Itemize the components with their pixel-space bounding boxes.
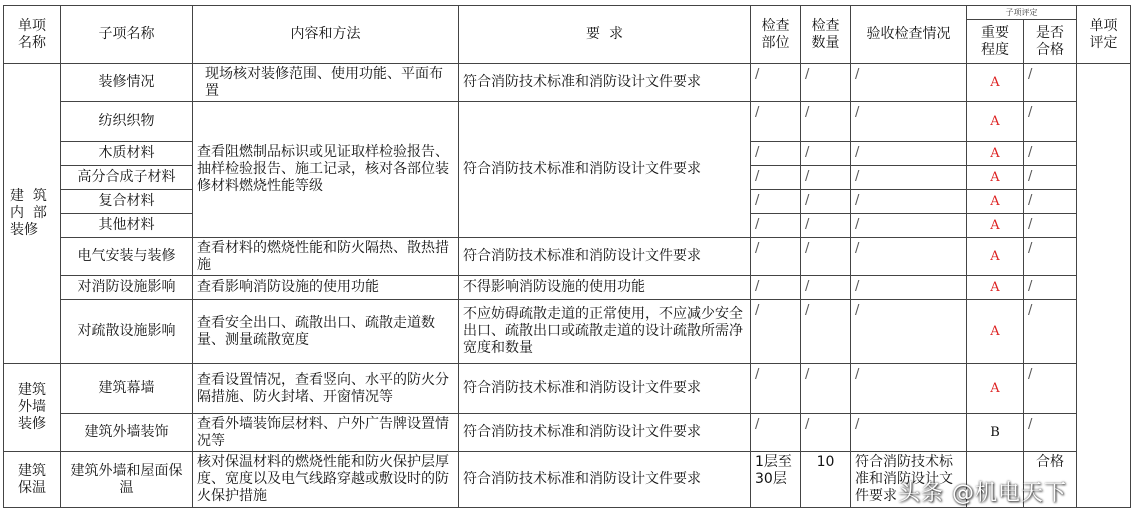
row-sub: 电气安装与装修: [61, 238, 193, 276]
row-requirement: 符合消防技术标准和消防设计文件要求: [459, 238, 751, 276]
row-qualified: 合格: [1024, 452, 1077, 508]
row-acceptance: /: [851, 190, 967, 214]
row-importance: B: [967, 414, 1024, 452]
header-sub-name: 子项名称: [61, 6, 193, 64]
row-qty: /: [801, 64, 851, 102]
row-qty: /: [801, 300, 851, 364]
row-importance: A: [967, 214, 1024, 238]
row-importance: A: [967, 166, 1024, 190]
table-row: [4, 414, 1131, 452]
row-importance: A: [967, 238, 1024, 276]
header-check-qty: 检查 数量: [801, 6, 851, 64]
acceptance-table: [3, 5, 1131, 508]
row-part: /: [751, 214, 801, 238]
watermark: 头条 @机电天下: [898, 481, 1067, 506]
row-content: 核对保温材料的燃烧性能和防火保护层厚度、宽度以及电气线路穿越或敷设时的防火保护措施: [193, 452, 459, 508]
row-part: /: [751, 276, 801, 300]
row-qty: /: [801, 142, 851, 166]
row-qualified: /: [1024, 300, 1077, 364]
row-qty: /: [801, 364, 851, 414]
row-qty: /: [801, 166, 851, 190]
row-acceptance: /: [851, 166, 967, 190]
row-qty: /: [801, 102, 851, 142]
row-part: 1层至30层: [751, 452, 801, 508]
group-exterior: 建筑 外墙 装修: [4, 364, 61, 452]
row-qualified: /: [1024, 364, 1077, 414]
row-importance: A: [967, 64, 1024, 102]
row-sub: 其他材料: [61, 214, 193, 238]
row-content: 查看外墙装饰层材料、户外广告牌设置情况等: [193, 414, 459, 452]
row-sub: 对消防设施影响: [61, 276, 193, 300]
row-requirement: 不得影响消防设施的使用功能: [459, 276, 751, 300]
row-acceptance: /: [851, 102, 967, 142]
row-content: 查看阻燃制品标识或见证取样检验报告、抽样检验报告、施工记录，核对各部位装修材料燃烧性能等级: [193, 102, 459, 238]
row-sub: 建筑外墙和屋面保温: [61, 452, 193, 508]
row-content: 查看设置情况，查看竖向、水平的防火分隔措施、防火封堵、开窗情况等: [193, 364, 459, 414]
row-qualified: /: [1024, 238, 1077, 276]
row-qty: /: [801, 276, 851, 300]
row-acceptance: /: [851, 142, 967, 166]
row-content: 查看影响消防设施的使用功能: [193, 276, 459, 300]
table-row: [4, 276, 1131, 300]
row-acceptance: 符合消防技术标准和消防设计文件要求: [851, 452, 967, 508]
row-qualified: /: [1024, 102, 1077, 142]
row-qualified: /: [1024, 214, 1077, 238]
row-content: 查看材料的燃烧性能和防火隔热、散热措施: [193, 238, 459, 276]
row-requirement: 符合消防技术标准和消防设计文件要求: [459, 102, 751, 238]
header-unit-name: 单项 名称: [4, 6, 61, 64]
table-row: [4, 64, 1131, 102]
row-qty: /: [801, 238, 851, 276]
row-acceptance: /: [851, 414, 967, 452]
row-part: /: [751, 190, 801, 214]
row-qty: /: [801, 414, 851, 452]
header-check-part: 检查 部位: [751, 6, 801, 64]
row-requirement: 符合消防技术标准和消防设计文件要求: [459, 364, 751, 414]
row-importance: A: [967, 364, 1024, 414]
header-unit-eval: 单项 评定: [1077, 6, 1131, 64]
row-qualified: /: [1024, 166, 1077, 190]
row-importance: A: [967, 300, 1024, 364]
row-sub: 建筑幕墙: [61, 364, 193, 414]
row-requirement: 符合消防技术标准和消防设计文件要求: [459, 64, 751, 102]
row-part: /: [751, 166, 801, 190]
row-sub: 木质材料: [61, 142, 193, 166]
row-acceptance: /: [851, 64, 967, 102]
row-qty: /: [801, 190, 851, 214]
row-qualified: /: [1024, 64, 1077, 102]
row-sub: 对疏散设施影响: [61, 300, 193, 364]
row-part: /: [751, 364, 801, 414]
row-requirement: 符合消防技术标准和消防设计文件要求: [459, 452, 751, 508]
row-sub: 装修情况: [61, 64, 193, 102]
header-content-method: 内容和方法: [193, 6, 459, 64]
row-part: /: [751, 142, 801, 166]
table-row: [4, 364, 1131, 414]
header-acceptance: 验收检查情况: [851, 6, 967, 64]
group-insulation: 建筑 保温: [4, 452, 61, 508]
row-importance: A: [967, 102, 1024, 142]
header-requirement: 要 求: [459, 6, 751, 64]
row-sub: 高分合成子材料: [61, 166, 193, 190]
table-row: [4, 102, 1131, 142]
row-part: /: [751, 414, 801, 452]
row-importance: A: [967, 142, 1024, 166]
row-qualified: /: [1024, 190, 1077, 214]
row-acceptance: /: [851, 364, 967, 414]
row-part: /: [751, 300, 801, 364]
row-acceptance: /: [851, 214, 967, 238]
row-importance: A: [967, 276, 1024, 300]
header-qualified: 是否 合格: [1024, 20, 1077, 64]
row-sub: 建筑外墙装饰: [61, 414, 193, 452]
row-qualified: /: [1024, 142, 1077, 166]
row-requirement: 不应妨碍疏散走道的正常使用，不应减少安全出口、疏散出口或疏散走道的设计疏散所需净宽度和数量: [459, 300, 751, 364]
table-row: [4, 238, 1131, 276]
row-sub: 纺织织物: [61, 102, 193, 142]
row-part: /: [751, 64, 801, 102]
row-part: /: [751, 102, 801, 142]
row-acceptance: /: [851, 276, 967, 300]
group-interior: 建 筑 内 部 装修: [4, 64, 61, 364]
unit-eval-cell: [1077, 64, 1131, 508]
row-qty: /: [801, 214, 851, 238]
row-importance: A: [967, 190, 1024, 214]
row-requirement: 符合消防技术标准和消防设计文件要求: [459, 414, 751, 452]
row-acceptance: /: [851, 238, 967, 276]
row-sub: 复合材料: [61, 190, 193, 214]
row-part: /: [751, 238, 801, 276]
header-importance: 重要 程度: [967, 20, 1024, 64]
table-row: [4, 300, 1131, 364]
row-qualified: /: [1024, 276, 1077, 300]
header-sub-eval: 子项评定: [967, 6, 1077, 20]
row-qualified: /: [1024, 414, 1077, 452]
row-qty: 10: [801, 452, 851, 508]
row-content: 查看安全出口、疏散出口、疏散走道数量、测量疏散宽度: [193, 300, 459, 364]
row-acceptance: /: [851, 300, 967, 364]
row-content: 现场核对装修范围、使用功能、平面布置: [193, 64, 459, 102]
